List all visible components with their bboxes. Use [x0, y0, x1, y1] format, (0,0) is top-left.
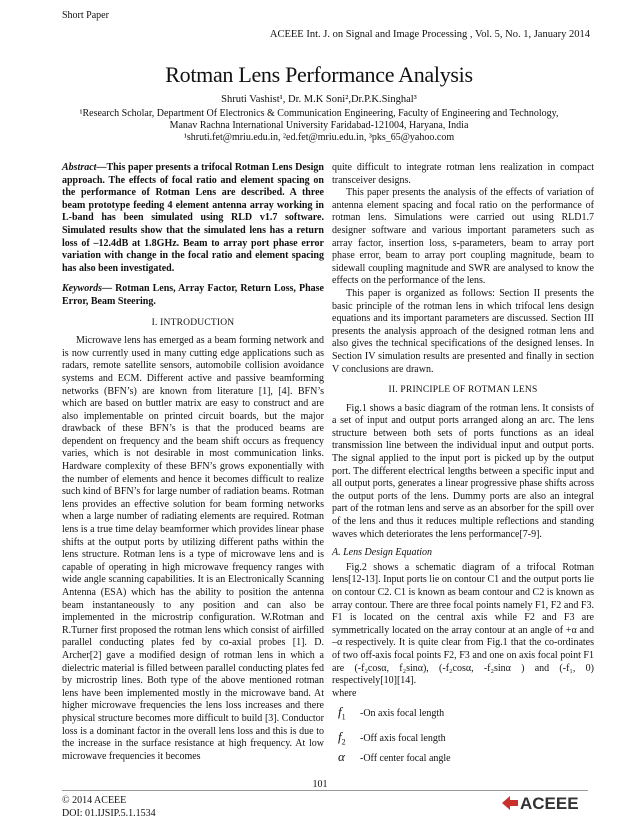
- where-label: where: [332, 687, 357, 699]
- intro-paragraph-1: Microwave lens has emerged as a beam forming network and is now currently used in many cutting edge applications such as radars, remote satellite sensors, automobile collision avoidance systems and ECM. Different active and passive beamforming networks (BFN’s) are known from literature [1], [4]. BFN’s which are based on buttler matrix are easy to construct and are also implementable on printed circuit boards, but the major drawback of these BFN’s is that the produced beams are dependent on frequency and the beam shift occurs as frequency varies, which is not desirable in most communication links. Hardware complexity of these BFN’s grows exponentially with the number of elements and hence it becomes difficult to realize such kind of BFN’s for large number of radiation beams. Rotman lens provides an effective solution for beam forming networks when a large number of radiating elements are required. Rotman lens is a true time delay beamformer which provides linear phase shifts at the output ports by utilizing different paths within the lens structure. Rotman lens is a type of microwave lens and is capable of operating in high microwave frequency ranges with wide angle scanning capabilities. It is an Electronically Scanning Antenna (ESA) which has the ability to position the antenna beam instantaneously to any position and can also be implemented in the microstrip configuration. W.Rotman and R.Turner first proposed the rotman lens which consist of airfilled parallel conducting plates fed by co-axial probes [1]. D. Archer[2] gave a modified design of rotman lens in which a dielectric material is filled between parallel conducting plates fed by microstrip lines. Both type of the above mentioned rotman lens have been implemented mostly in the microwave band. At higher microwave frequencies the lens loss increases and there physical structure becomes more difficult to build [3]. Conductor loss is a dominant factor in the overall lens loss and this is due to the increase in the surface resistance at high frequency. At low microwave frequencies it becomes: [62, 335, 324, 762]
- section-heading-introduction: I. INTRODUCTION: [151, 317, 235, 328]
- paper-title: Rotman Lens Performance Analysis: [165, 62, 473, 87]
- lens-design-paragraph: Fig.2 shows a schematic diagram of a trifocal Rotman lens[12-13]. Input ports lie on contour C1 and the output ports lie on contour C2. C1 is known as beam contour and C2 is known as array contour. There are three focal points namely F1, F2 and F3. F1 is located on the central axis while F2 and F3 are symmetrically located on the array contour at an angle of +α and –α respectively. It is quite clear from Fig.1 that the co-ordinates of two off-axis focal points F2, F3 and one on axis focal point F1 are (-f₂cosα, f₂sinα), (-f₂cosα, -f₂sinα ) and (-f₁, 0) respectively[10][14].: [332, 561, 594, 687]
- symbol-alpha: α: [338, 748, 345, 764]
- affiliation-line-2: Manav Rachna International University Faridabad-121004, Haryana, India: [169, 120, 469, 131]
- principle-paragraph-1: Fig.1 shows a basic diagram of the rotman lens. It consists of a set of input and output ports arranged along an arc. The lens structure between both sets of ports functions as an ideal transmission line between the individual input and output ports. The signal applied to the input port is picked up by the output port. The different electrical lengths between a specific input and all output ports, generates a linear progressive phase shifts across the output ports of the lens. Dummy ports are also an integral part of the rotman lens and serve as an absorber for the spill over of the lens and thus it reduces multiple reflections and standing waves which deteriorates the lens performance[7-9].: [332, 402, 594, 540]
- symbol-f1: $f_1$: [338, 704, 346, 722]
- definition-alpha-text: -Off center focal angle: [360, 752, 451, 764]
- author-list: Shruti Vashist¹, Dr. M.K Soni²,Dr.P.K.Singhal³: [221, 94, 417, 105]
- symbol-f2: $f_2$: [338, 728, 346, 747]
- intro-paragraph-2: This paper presents the analysis of the effects of variation of antenna element spacing and focal ratio on the performance of rotman lens. Simulations were carried out using RLD1.7 designer software and various important parameters such as array factor, insertion loss, s-parameters, beam to array port phase error, beam to array port coupling magnitude, beam to sidewall coupling magnitude and SWR are analysed to know the effects on the performance of the lens.: [332, 187, 594, 287]
- keywords-text: — Rotman Lens, Array Factor, Return Loss, Phase Error, Beam Steering.: [62, 283, 324, 307]
- affiliation-line-1: ¹Research Scholar, Department Of Electronics & Communication Engineering, Faculty of Engineering and Technology,: [79, 108, 559, 119]
- doi: DOI: 01.IJSIP.5.1.1534: [62, 808, 156, 819]
- keywords: [62, 283, 324, 308]
- intro-paragraph-1-continued: quite difficult to integrate rotman lens realization in compact transceiver designs.: [332, 162, 594, 186]
- section-heading-principle: II. PRINCIPLE OF ROTMAN LENS: [388, 385, 538, 396]
- aceee-logo-text: ACEEE: [520, 794, 579, 812]
- keywords-label: Keywords: [62, 283, 102, 295]
- definition-alpha: [332, 748, 594, 769]
- abstract-text: —This paper presents a trifocal Rotman Lens Design approach. The effects of focal ratio and element spacing on the performance of Rotman Lens are described. A three beam prototype feeding 4 element antenna array working in L-band has been simulated using RLD v1.7 software. Simulated results show that the simulated lens has a return loss of –12.4dB at 1.8GHz. Beam to array port phase error variation with change in the focal ratio and element spacing has also been investigated.: [62, 162, 324, 274]
- copyright-notice: © 2014 ACEEE: [62, 795, 127, 806]
- right-column: [332, 162, 594, 769]
- definition-f1: [332, 706, 594, 724]
- left-column: [62, 162, 324, 763]
- running-head-short-paper: Short Paper: [62, 10, 109, 21]
- aceee-logo: [500, 794, 590, 812]
- subsection-heading-lens-design: A. Lens Design Equation: [332, 547, 432, 559]
- abstract: [62, 162, 324, 275]
- aceee-logo-mark-icon: [502, 796, 518, 810]
- footer-divider: [62, 790, 588, 791]
- intro-paragraph-3: This paper is organized as follows: Section II presents the basic principle of the rotman lens in which trifocal lens design equations and its important parameters are discussed. Section III presents the analysis approach of the designed rotman lens and also gives the technical specifications of the designed lenses. In Section IV simulation results are presented and finally in section V conclusions are drawn.: [332, 287, 594, 375]
- page-number: 101: [312, 779, 328, 790]
- abstract-label: Abstract: [62, 162, 97, 173]
- definition-f2-text: -Off axis focal length: [360, 732, 446, 744]
- definition-f2: [332, 728, 594, 749]
- author-emails: ¹shruti.fet@mriu.edu.in, ²ed.fet@mriu.edu.in, ³pks_65@yahoo.com: [183, 132, 455, 143]
- running-head-journal: ACEEE Int. J. on Signal and Image Processing , Vol. 5, No. 1, January 2014: [269, 29, 590, 40]
- definition-f1-text: -On axis focal length: [360, 708, 445, 720]
